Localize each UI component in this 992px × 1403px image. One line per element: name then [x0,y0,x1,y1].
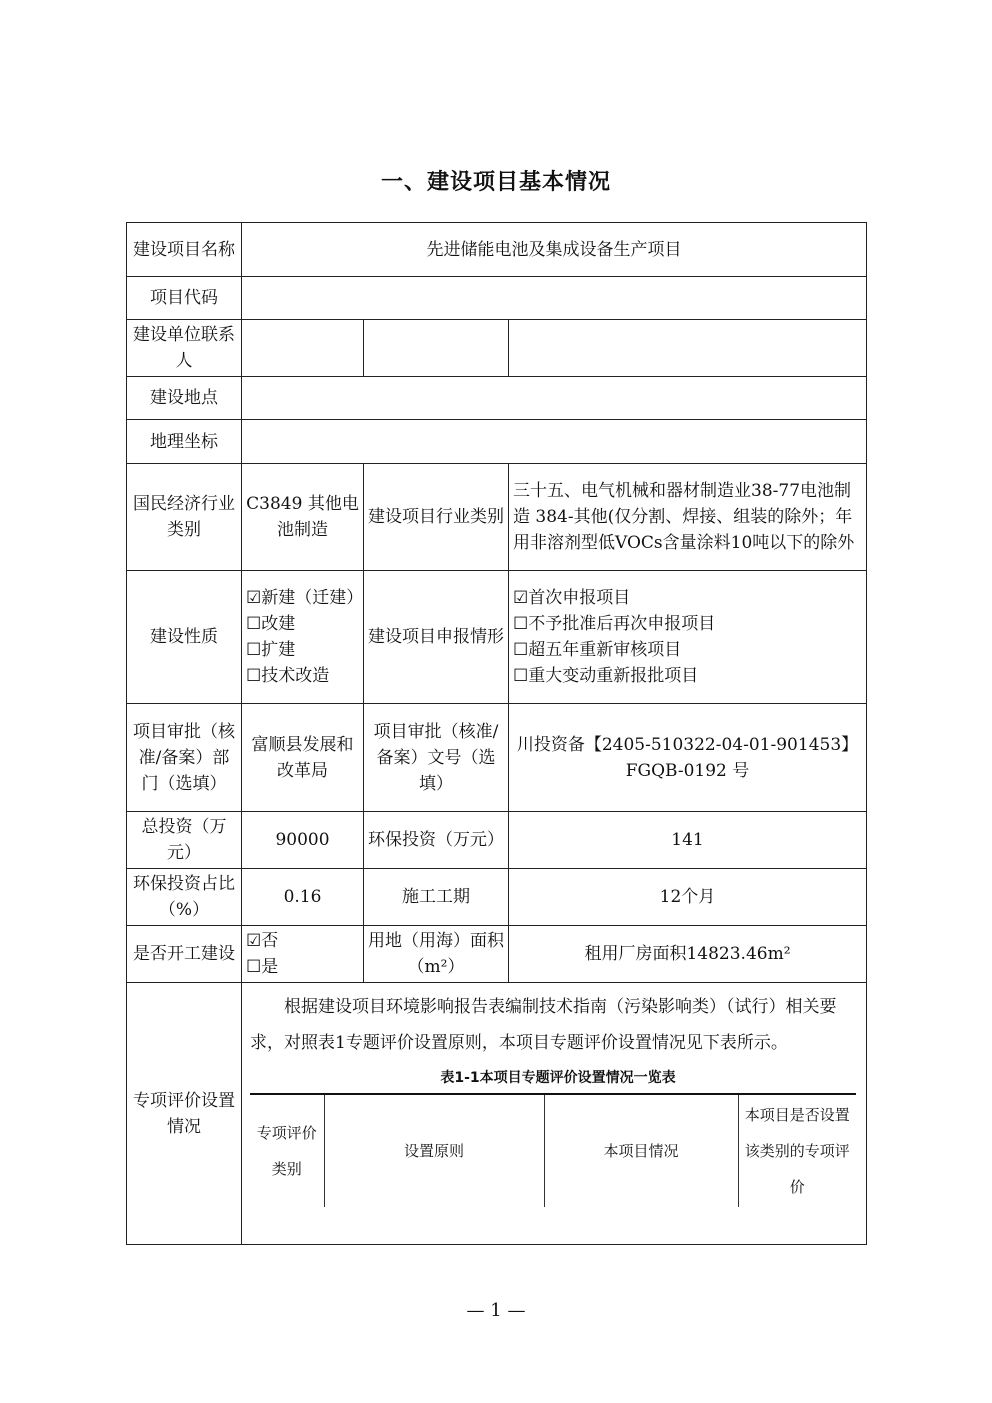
checkbox-option: ☐是 [246,957,279,977]
table-row [127,983,867,1245]
approval-number-value: 川投资备【2405-510322-04-01-901453】FGQB-0192 号 [509,704,867,812]
sub-table-caption: 表1-1本项目专题评价设置情况一览表 [440,1070,676,1086]
special-eval-paragraph: 根据建设项目环境影响报告表编制技术指南（污染影响类）（试行）相关要求，对照表1专题评价设置原则，本项目专题评价设置情况见下表所示。 [250,997,837,1053]
contact-value-2 [364,320,509,377]
checkbox-option: ☑否 [246,931,279,951]
table-row [127,420,867,464]
row-label: 建设项目行业类别 [364,464,509,571]
row-label: 是否开工建设 [127,926,242,983]
duration-value: 12个月 [509,869,867,926]
table-row [127,812,867,869]
row-label: 建设单位联系人 [127,320,242,377]
row-label: 地理坐标 [127,420,242,464]
checkbox-option: ☐不予批准后再次申报项目 [513,614,716,634]
nature-options [242,571,364,704]
sub-table-header-cell: 本项目情况 [544,1094,738,1207]
approval-dept-value: 富顺县发展和改革局 [242,704,364,812]
table-row [127,464,867,571]
sub-table [250,1093,856,1207]
page-number: — 1 — [466,1300,526,1321]
table-row [127,277,867,320]
checkbox-option: ☑新建（迁建） [246,588,364,608]
env-investment-value: 141 [509,812,867,869]
special-eval-content [242,983,867,1245]
table-row [127,571,867,704]
checkbox-option: ☐改建 [246,614,296,634]
sub-table-header-cell: 设置原则 [324,1094,544,1207]
project-code-value [242,277,867,320]
row-label: 专项评价设置情况 [127,983,242,1245]
project-name-value: 先进储能电池及集成设备生产项目 [242,223,867,277]
geo-value [242,420,867,464]
land-area-value: 租用厂房面积14823.46m² [509,926,867,983]
row-label: 国民经济行业类别 [127,464,242,571]
contact-value-3 [509,320,867,377]
location-value [242,377,867,420]
row-label: 总投资（万元） [127,812,242,869]
page-title: 一、建设项目基本情况 [380,170,611,195]
row-label: 项目审批（核准/备案）部门（选填） [127,704,242,812]
table-row [127,704,867,812]
checkbox-option: ☐超五年重新审核项目 [513,640,682,660]
row-label: 环保投资占比（%） [127,869,242,926]
table-row [127,320,867,377]
filing-options [509,571,867,704]
table-row [127,869,867,926]
industry-category-value: 三十五、电气机械和器材制造业38-77电池制造 384-其他(仅分割、焊接、组装的除外；年用非溶剂型低VOCs含量涂料10吨以下的除外 [509,464,867,571]
row-label: 施工工期 [364,869,509,926]
row-label: 建设项目名称 [127,223,242,277]
row-label: 项目审批（核准/备案）文号（选填） [364,704,509,812]
checkbox-option: ☑首次申报项目 [513,588,631,608]
table-row [127,223,867,277]
row-label: 项目代码 [127,277,242,320]
project-info-table [126,222,867,1245]
row-label: 建设性质 [127,571,242,704]
investment-value: 90000 [242,812,364,869]
industry-value: C3849 其他电池制造 [242,464,364,571]
started-options [242,926,364,983]
sub-table-header [250,1094,856,1207]
row-label: 环保投资（万元） [364,812,509,869]
contact-value [242,320,364,377]
checkbox-option: ☐扩建 [246,640,296,660]
checkbox-option: ☐技术改造 [246,666,330,686]
row-label: 建设项目申报情形 [364,571,509,704]
table-row [127,377,867,420]
row-label: 建设地点 [127,377,242,420]
table-row [127,926,867,983]
sub-table-header-cell: 本项目是否设置该类别的专项评价 [738,1094,856,1207]
ratio-value: 0.16 [242,869,364,926]
sub-table-header-cell: 专项评价类别 [250,1094,324,1207]
checkbox-option: ☐重大变动重新报批项目 [513,666,699,686]
row-label: 用地（用海）面积（m²） [364,926,509,983]
